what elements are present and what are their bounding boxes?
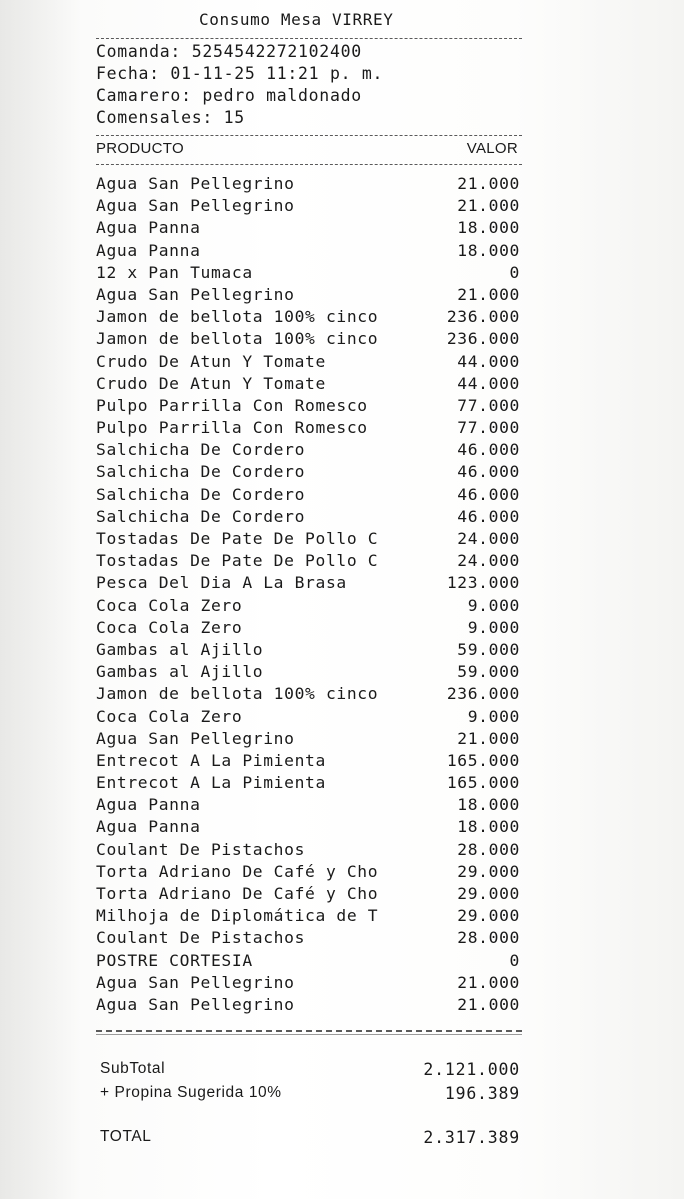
item-value: 21.000 [457,994,520,1014]
line-item [96,173,520,195]
line-item [96,595,520,617]
line-item [96,950,520,972]
line-item [96,395,520,417]
subtotal-label: SubTotal [100,1060,166,1077]
line-item [96,439,520,461]
item-name: Crudo De Atun Y Tomate [96,373,326,393]
item-name: Coulant De Pistachos [96,839,306,859]
line-item [96,994,520,1016]
line-item [96,683,520,705]
comensales-line: Comensales: 15 [96,108,245,127]
item-name: Agua San Pellegrino [96,174,295,193]
item-name: Entrecot A La Pimienta [96,773,326,793]
line-item [96,617,520,639]
line-item [96,528,520,550]
item-value: 44.000 [457,373,520,393]
item-name: Gambas al Ajillo [96,662,264,682]
paper-shadow [0,0,80,1199]
item-value: 24.000 [457,551,520,571]
item-name: Agua San Pellegrino [96,728,295,748]
divider-top [96,38,522,39]
item-name: Entrecot A La Pimienta [96,750,326,770]
item-value: 46.000 [457,484,520,504]
line-item [96,262,520,284]
item-name: 12 x Pan Tumaca [96,262,253,282]
camarero-line: Camarero: pedro maldonado [96,86,362,105]
item-value: 46.000 [457,440,520,460]
item-value: 46.000 [457,506,520,526]
item-name: Agua Panna [96,218,201,238]
line-item [96,750,520,772]
item-value: 29.000 [457,884,520,903]
line-item [96,461,520,483]
item-value: 21.000 [457,728,520,748]
total-value: 2.317.389 [423,1128,520,1147]
item-name: Torta Adriano De Café y Cho [96,861,379,881]
item-name: Jamon de bellota 100% cinco [96,307,379,327]
line-item [96,417,520,439]
item-name: Agua Panna [96,240,201,260]
tip-row [100,1084,520,1106]
item-value: 46.000 [457,462,520,482]
subtotal-row [100,1060,520,1082]
item-value: 21.000 [457,972,520,992]
item-value: 9.000 [467,706,520,726]
item-name: Milhoja de Diplomática de T [96,906,379,926]
item-value: 29.000 [457,906,520,926]
line-item [96,550,520,572]
item-name: Pulpo Parrilla Con Romesco [96,418,368,438]
item-name: Salchicha De Cordero [96,462,306,482]
item-name: Coca Cola Zero [96,595,243,615]
item-value: 18.000 [457,240,520,260]
item-name: Pesca Del Dia A La Brasa [96,573,347,593]
item-value: 236.000 [446,307,520,327]
item-name: Pulpo Parrilla Con Romesco [96,395,368,415]
line-item [96,639,520,661]
line-item [96,816,520,838]
line-item [96,861,520,883]
item-value: 0 [509,262,520,282]
item-value: 18.000 [457,817,520,837]
item-name: Agua San Pellegrino [96,972,295,992]
item-value: 24.000 [457,529,520,548]
column-header-product: PRODUCTO [96,140,184,157]
item-value: 21.000 [457,174,520,193]
line-item [96,351,520,373]
item-name: Tostadas De Pate De Pollo C [96,529,379,548]
item-value: 59.000 [457,639,520,659]
divider-items-end-2 [96,1034,522,1035]
line-item [96,240,520,262]
line-item [96,217,520,239]
divider-items-end [96,1030,522,1032]
item-value: 236.000 [446,329,520,349]
item-value: 29.000 [457,861,520,881]
tip-value: 196.389 [444,1084,520,1103]
line-item [96,794,520,816]
item-value: 28.000 [457,928,520,948]
tip-label: + Propina Sugerida 10% [100,1084,282,1101]
item-value: 77.000 [457,395,520,415]
item-name: Coca Cola Zero [96,706,243,726]
line-item [96,284,520,306]
item-value: 236.000 [446,684,520,704]
total-label: TOTAL [100,1128,152,1145]
item-name: Crudo De Atun Y Tomate [96,351,326,371]
item-value: 44.000 [457,351,520,371]
receipt-title: Consumo Mesa VIRREY [199,10,394,29]
item-name: Agua San Pellegrino [96,994,295,1014]
item-value: 59.000 [457,662,520,682]
line-item [96,972,520,994]
item-name: POSTRE CORTESIA [96,950,253,970]
line-item [96,661,520,683]
item-name: Agua Panna [96,795,201,815]
item-name: Agua San Pellegrino [96,284,295,304]
item-value: 165.000 [446,773,520,793]
item-name: Salchicha De Cordero [96,440,306,460]
divider-columns [96,164,522,165]
line-item [96,306,520,328]
item-value: 21.000 [457,284,520,304]
line-item [96,839,520,861]
item-name: Torta Adriano De Café y Cho [96,884,379,903]
item-name: Jamon de bellota 100% cinco [96,329,379,349]
item-name: Coulant De Pistachos [96,928,306,948]
item-name: Coca Cola Zero [96,617,243,637]
line-item [96,706,520,728]
item-name: Tostadas De Pate De Pollo C [96,551,379,571]
line-item [96,328,520,350]
item-value: 9.000 [467,595,520,615]
line-item [96,506,520,528]
line-item [96,883,520,905]
item-value: 123.000 [446,573,520,593]
column-header-value: VALOR [466,140,518,157]
item-name: Agua Panna [96,817,201,837]
line-item [96,195,520,217]
line-item [96,373,520,395]
line-item [96,927,520,949]
item-value: 0 [509,950,520,970]
divider-header [96,135,522,136]
item-name: Agua San Pellegrino [96,196,295,216]
line-item [96,484,520,506]
item-value: 18.000 [457,218,520,238]
line-item [96,572,520,594]
fecha-line: Fecha: 01-11-25 11:21 p. m. [96,64,384,83]
item-value: 28.000 [457,839,520,859]
item-name: Salchicha De Cordero [96,506,306,526]
item-value: 18.000 [457,795,520,815]
subtotal-value: 2.121.000 [423,1060,520,1079]
line-item [96,905,520,927]
comanda-line: Comanda: 5254542272102400 [96,42,362,61]
item-name: Jamon de bellota 100% cinco [96,684,379,704]
item-value: 21.000 [457,196,520,216]
line-item [96,772,520,794]
item-name: Gambas al Ajillo [96,639,264,659]
item-list [96,173,520,1016]
total-row [100,1128,520,1150]
item-value: 77.000 [457,418,520,438]
line-item [96,728,520,750]
item-name: Salchicha De Cordero [96,484,306,504]
item-value: 9.000 [467,617,520,637]
item-value: 165.000 [446,750,520,770]
